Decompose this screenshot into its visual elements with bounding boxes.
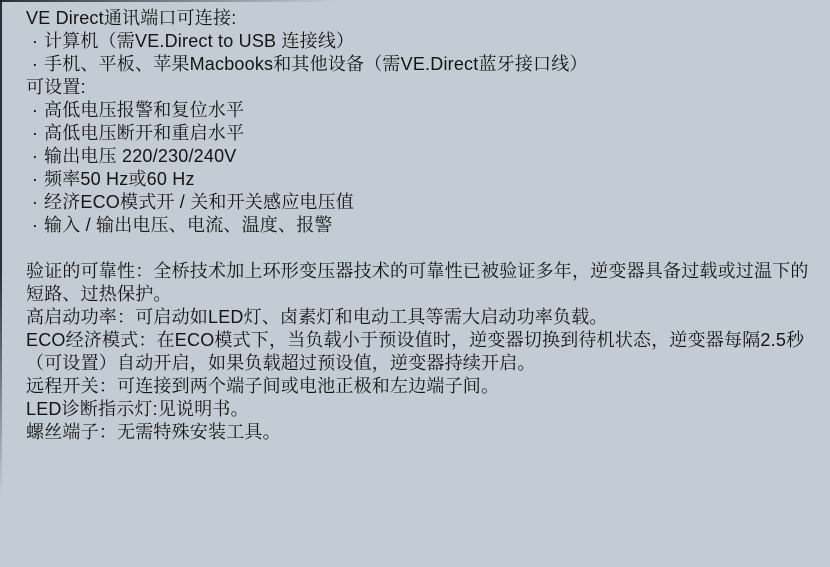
bullet-marker: · [31, 169, 39, 189]
bullet-marker: · [31, 100, 39, 120]
list-item-text: 手机、平板、苹果Macbooks和其他设备（需VE.Direct蓝牙接口线） [44, 54, 588, 74]
section-heading-configurable-settings: 可设置: [26, 77, 86, 97]
photo-edge-artifact-left [0, 0, 2, 495]
feature-paragraph-screw-terminals: 螺丝端子：无需特殊安装工具。 [26, 422, 281, 442]
bullet-marker: · [31, 215, 39, 235]
list-item-text: 高低电压断开和重启水平 [44, 123, 245, 143]
list-item [26, 53, 826, 76]
list-item-text: 输出电压 220/230/240V [44, 146, 237, 166]
feature-paragraph-reliability: 验证的可靠性：全桥技术加上环形变压器技术的可靠性已被验证多年，逆变器具备过载或过温下的短路、过热保护。 [26, 261, 809, 304]
list-item [26, 30, 826, 53]
list-item-text: 经济ECO模式开 / 关和开关感应电压值 [44, 192, 355, 212]
list-item-text: 高低电压报警和复位水平 [44, 100, 245, 120]
feature-paragraph-led-indicator: LED诊断指示灯:见说明书。 [26, 399, 249, 419]
list-item [26, 214, 826, 237]
bullet-marker: · [31, 123, 39, 143]
list-item [26, 122, 826, 145]
list-item-text: 输入 / 输出电压、电流、温度、报警 [44, 215, 333, 235]
bullet-marker: · [31, 146, 39, 166]
list-item [26, 191, 826, 214]
feature-paragraph-remote-switch: 远程开关：可连接到两个端子间或电池正极和左边端子间。 [26, 376, 500, 396]
feature-paragraph-eco-mode: ECO经济模式：在ECO模式下，当负载小于预设值时，逆变器切换到待机状态，逆变器每隔2.5秒（可设置）自动开启，如果负载超过预设值，逆变器持续开启。 [26, 330, 805, 373]
list-item-text: 频率50 Hz或60 Hz [44, 169, 195, 189]
bullet-marker: · [31, 31, 39, 51]
bullet-marker: · [31, 54, 39, 74]
list-item-text: 计算机（需VE.Direct to USB 连接线） [44, 31, 355, 51]
photo-edge-artifact-top [0, 0, 335, 2]
list-item [26, 168, 826, 191]
list-item [26, 145, 826, 168]
description-text-block [26, 7, 826, 444]
section-heading-ve-direct-connectivity: VE Direct通讯端口可连接: [26, 8, 237, 28]
feature-paragraph-start-power: 高启动功率：可启动如LED灯、卤素灯和电动工具等需大启动功率负载。 [26, 307, 608, 327]
bullet-marker: · [31, 192, 39, 212]
feature-paragraphs [26, 260, 826, 444]
list-item [26, 99, 826, 122]
